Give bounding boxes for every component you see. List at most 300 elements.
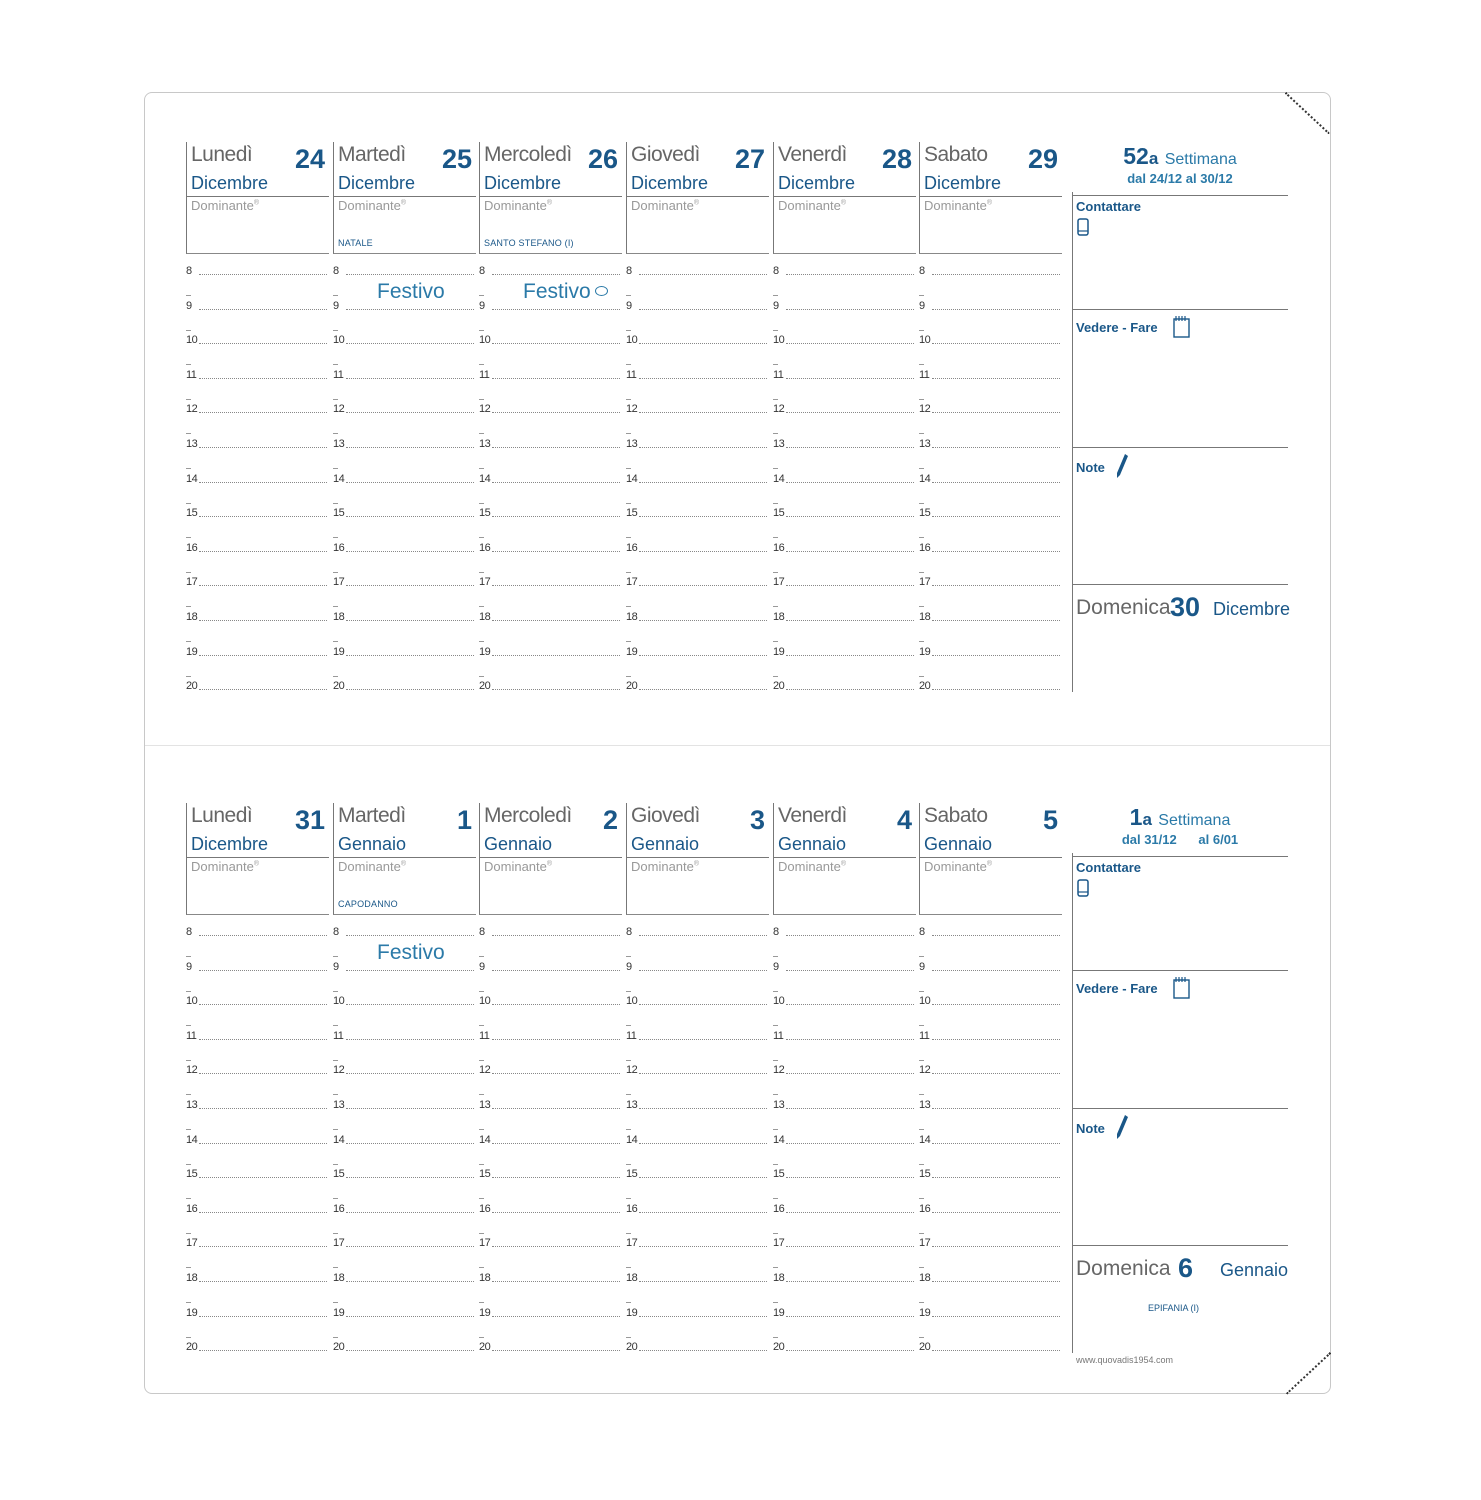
hour-row[interactable] (919, 572, 1063, 590)
hour-row[interactable] (919, 1095, 1063, 1113)
sunday-number: 6 (1178, 1253, 1194, 1283)
hour-row[interactable] (626, 1233, 770, 1251)
hour-row[interactable] (626, 572, 770, 590)
hour-row[interactable] (773, 1164, 917, 1182)
hour-row[interactable] (333, 1303, 477, 1321)
hour-row[interactable] (626, 1060, 770, 1078)
hour-row[interactable] (333, 1026, 477, 1044)
hour-row[interactable] (919, 642, 1063, 660)
hour-row[interactable] (919, 1026, 1063, 1044)
hour-row[interactable] (186, 261, 330, 279)
hour-writing-line (346, 412, 474, 413)
sidebar-divider (1072, 1245, 1288, 1246)
dominante-text: Dominante (778, 198, 841, 213)
hour-writing-line (639, 1177, 767, 1178)
hour-label: 20 (186, 1341, 198, 1354)
sunday-writing-area[interactable] (1076, 1297, 1288, 1357)
hour-writing-line (346, 516, 474, 517)
hour-row[interactable] (479, 1164, 623, 1182)
hour-row[interactable] (186, 330, 330, 348)
hour-label: 17 (773, 576, 785, 589)
hour-label: 12 (479, 1064, 491, 1077)
hour-row[interactable] (919, 676, 1063, 694)
hour-row[interactable] (626, 503, 770, 521)
hour-row[interactable] (773, 1268, 917, 1286)
day-month: Dicembre (191, 173, 269, 193)
hour-row[interactable] (479, 1268, 623, 1286)
day-header (333, 142, 476, 254)
hour-label: 14 (186, 1133, 198, 1146)
hour-row[interactable] (773, 399, 917, 417)
hour-writing-line (199, 1108, 327, 1109)
hour-label: 11 (479, 368, 490, 381)
hour-label: 19 (186, 645, 198, 658)
hour-row[interactable] (773, 1233, 917, 1251)
hour-label: 10 (919, 995, 931, 1008)
hour-row[interactable] (773, 572, 917, 590)
hour-writing-line (492, 1039, 620, 1040)
hour-row[interactable] (333, 469, 477, 487)
hour-row[interactable] (626, 991, 770, 1009)
hour-row[interactable] (626, 1303, 770, 1321)
hour-row[interactable] (333, 365, 477, 383)
hour-writing-line (346, 274, 474, 275)
hour-row[interactable] (479, 261, 623, 279)
day-header (479, 142, 622, 254)
hour-writing-line (932, 1350, 1060, 1351)
hour-row[interactable] (626, 607, 770, 625)
hour-row[interactable] (186, 365, 330, 383)
hour-label: 13 (919, 438, 931, 450)
hour-writing-line (346, 378, 474, 379)
hour-label: 14 (626, 1133, 638, 1146)
hour-row[interactable] (626, 261, 770, 279)
hour-row[interactable] (333, 1060, 477, 1078)
hour-row[interactable] (773, 922, 917, 940)
hour-row[interactable] (919, 365, 1063, 383)
hour-writing-line (492, 482, 620, 483)
hour-writing-line (492, 585, 620, 586)
hour-row[interactable] (333, 538, 477, 556)
day-number: 1 (456, 805, 472, 835)
hour-row[interactable] (626, 469, 770, 487)
hour-row[interactable] (186, 676, 330, 694)
hour-label: 20 (626, 680, 638, 693)
hour-writing-line (932, 1316, 1060, 1317)
hour-row[interactable] (333, 1095, 477, 1113)
hour-row[interactable] (186, 1164, 330, 1182)
hour-row[interactable] (186, 1303, 330, 1321)
hour-writing-line (199, 1246, 327, 1247)
hour-writing-line (786, 1281, 914, 1282)
hour-writing-line (932, 1108, 1060, 1109)
hour-label: 14 (919, 1133, 931, 1146)
hour-row[interactable] (919, 330, 1063, 348)
hour-label: 11 (626, 1029, 637, 1042)
hour-label: 8 (626, 265, 632, 277)
hour-row[interactable] (479, 1130, 623, 1148)
hour-row[interactable] (919, 1164, 1063, 1182)
hour-row[interactable] (333, 1268, 477, 1286)
hour-row[interactable] (186, 922, 330, 940)
hour-row[interactable] (626, 1130, 770, 1148)
hour-label: 13 (333, 1099, 345, 1111)
hour-label: 19 (919, 645, 931, 658)
hour-row[interactable] (919, 503, 1063, 521)
hour-row[interactable] (919, 469, 1063, 487)
hour-row[interactable] (333, 399, 477, 417)
hour-row[interactable] (773, 1026, 917, 1044)
dominante-label (484, 859, 552, 874)
hour-row[interactable] (479, 330, 623, 348)
see-do-area[interactable] (1073, 342, 1287, 442)
hour-label: 12 (333, 403, 345, 416)
hour-writing-line (786, 1212, 914, 1213)
hour-row[interactable] (919, 607, 1063, 625)
hour-row[interactable] (186, 607, 330, 625)
hour-row[interactable] (773, 1060, 917, 1078)
hour-row[interactable] (773, 469, 917, 487)
hour-row[interactable] (919, 1199, 1063, 1217)
day-name: Martedì (338, 804, 406, 827)
hour-label: 10 (479, 995, 491, 1008)
hour-writing-line (492, 1316, 620, 1317)
day-header (919, 142, 1062, 254)
hour-writing-line (492, 343, 620, 344)
hour-row[interactable] (773, 991, 917, 1009)
hour-row[interactable] (479, 676, 623, 694)
day-name: Giovedì (631, 143, 700, 166)
hour-row[interactable] (919, 922, 1063, 940)
day-column (919, 142, 1063, 702)
dominante-label (338, 198, 406, 213)
hour-row[interactable] (773, 261, 917, 279)
day-number: 26 (587, 144, 618, 174)
hour-row[interactable] (186, 572, 330, 590)
hour-writing-line (932, 620, 1060, 621)
hour-row[interactable] (479, 957, 623, 975)
hour-row[interactable] (773, 1303, 917, 1321)
dominante-text: Dominante (484, 859, 547, 874)
hour-row[interactable] (186, 296, 330, 314)
hour-label: 19 (333, 645, 345, 658)
hour-row[interactable] (186, 538, 330, 556)
hour-row[interactable] (186, 399, 330, 417)
hour-row[interactable] (333, 503, 477, 521)
hour-writing-line (932, 689, 1060, 690)
hour-writing-line (492, 447, 620, 448)
hour-label: 18 (333, 1272, 345, 1284)
hour-row[interactable] (186, 642, 330, 660)
hour-row[interactable] (773, 538, 917, 556)
contact-area[interactable] (1073, 898, 1287, 968)
hour-label: 20 (479, 680, 491, 693)
hour-writing-line (786, 1350, 914, 1351)
hour-row[interactable] (919, 1303, 1063, 1321)
hour-writing-line (199, 585, 327, 586)
hour-writing-line (346, 1073, 474, 1074)
hour-writing-line (199, 447, 327, 448)
hour-row[interactable] (333, 642, 477, 660)
hour-row[interactable] (479, 991, 623, 1009)
week-sidebar (1072, 803, 1288, 1353)
hour-row[interactable] (773, 607, 917, 625)
hour-label: 14 (186, 472, 198, 485)
hour-label: 9 (479, 960, 485, 973)
hour-row[interactable] (626, 1164, 770, 1182)
hour-row[interactable] (186, 991, 330, 1009)
hour-row[interactable] (626, 538, 770, 556)
day-header (919, 803, 1062, 915)
hour-row[interactable] (626, 1337, 770, 1355)
hour-row[interactable] (773, 1337, 917, 1355)
hour-row[interactable] (626, 434, 770, 452)
hour-row[interactable] (773, 676, 917, 694)
hour-row[interactable] (919, 1337, 1063, 1355)
hour-row[interactable] (333, 1337, 477, 1355)
hour-label: 13 (626, 438, 638, 450)
hour-label: 8 (186, 265, 192, 277)
hour-writing-line (199, 551, 327, 552)
hour-row[interactable] (626, 296, 770, 314)
hour-row[interactable] (186, 503, 330, 521)
contact-area[interactable] (1073, 237, 1287, 307)
day-month: Gennaio (484, 834, 553, 854)
hour-row[interactable] (479, 365, 623, 383)
hour-writing-line (199, 1281, 327, 1282)
hour-row[interactable] (626, 1199, 770, 1217)
hour-row[interactable] (186, 1060, 330, 1078)
hour-row[interactable] (333, 1164, 477, 1182)
hour-row[interactable] (479, 538, 623, 556)
dominante-label (924, 859, 992, 874)
hour-row[interactable] (479, 399, 623, 417)
hour-writing-line (639, 1281, 767, 1282)
hour-writing-line (492, 1246, 620, 1247)
hour-writing-line (786, 516, 914, 517)
hour-writing-line (932, 309, 1060, 310)
hour-row[interactable] (626, 642, 770, 660)
hour-label: 20 (479, 1341, 491, 1354)
day-header (626, 803, 769, 915)
hour-writing-line (346, 689, 474, 690)
hour-label: 20 (626, 1341, 638, 1354)
hour-row[interactable] (186, 1199, 330, 1217)
hour-row[interactable] (333, 676, 477, 694)
hour-row[interactable] (773, 434, 917, 452)
week-date-range: dal 24/12 al 30/12 (1127, 171, 1233, 186)
hour-row[interactable] (333, 572, 477, 590)
hour-row[interactable] (186, 469, 330, 487)
hour-row[interactable] (919, 1060, 1063, 1078)
hour-label: 14 (919, 472, 931, 485)
hour-row[interactable] (479, 1337, 623, 1355)
hour-writing-line (932, 1281, 1060, 1282)
hour-label: 16 (919, 541, 931, 554)
hour-row[interactable] (479, 503, 623, 521)
hour-label: 17 (333, 1237, 345, 1250)
hour-row[interactable] (186, 434, 330, 452)
notes-area[interactable] (1073, 482, 1287, 577)
hour-writing-line (786, 309, 914, 310)
hour-row[interactable] (626, 957, 770, 975)
hour-row[interactable] (773, 296, 917, 314)
hour-row[interactable] (773, 330, 917, 348)
hour-row[interactable] (333, 261, 477, 279)
hour-row[interactable] (919, 957, 1063, 975)
hour-label: 18 (773, 611, 785, 623)
hour-label: 19 (479, 645, 491, 658)
hour-label: 18 (919, 1272, 931, 1284)
hour-row[interactable] (919, 538, 1063, 556)
hour-row[interactable] (479, 434, 623, 452)
hour-row[interactable] (186, 1130, 330, 1148)
hour-writing-line (346, 482, 474, 483)
day-number: 3 (749, 805, 765, 835)
hour-writing-line (199, 655, 327, 656)
hour-label: 13 (773, 438, 785, 450)
hour-label: 19 (186, 1306, 198, 1319)
hour-row[interactable] (333, 1130, 477, 1148)
hour-row[interactable] (333, 330, 477, 348)
hour-writing-line (492, 274, 620, 275)
hour-label: 13 (186, 1099, 198, 1111)
week-label: Settimana (1164, 151, 1237, 168)
hour-label: 12 (186, 1064, 198, 1077)
hour-row[interactable] (479, 572, 623, 590)
page-fold-line (145, 745, 1330, 746)
week-date-range: dal 31/12 al 6/01 (1121, 832, 1239, 847)
week-sidebar (1072, 142, 1291, 692)
festivo-text: Festivo (377, 280, 445, 303)
day-name: Sabato (924, 804, 988, 827)
hour-row[interactable] (919, 399, 1063, 417)
hour-row[interactable] (186, 1233, 330, 1251)
hour-row[interactable] (919, 1233, 1063, 1251)
hour-row[interactable] (333, 991, 477, 1009)
dominante-text: Dominante (191, 859, 254, 874)
hour-row[interactable] (626, 676, 770, 694)
day-header-divider (920, 196, 1062, 197)
hour-writing-line (346, 447, 474, 448)
day-month: Gennaio (338, 834, 407, 854)
hour-row[interactable] (186, 1337, 330, 1355)
hour-row[interactable] (479, 1199, 623, 1217)
hour-label: 11 (773, 368, 784, 381)
dominante-label (631, 859, 699, 874)
hour-row[interactable] (773, 1130, 917, 1148)
hour-writing-line (932, 970, 1060, 971)
hour-row[interactable] (626, 399, 770, 417)
hour-row[interactable] (479, 922, 623, 940)
notes-area[interactable] (1073, 1143, 1287, 1238)
day-name: Sabato (924, 143, 988, 166)
hour-row[interactable] (626, 1268, 770, 1286)
hour-writing-line (786, 1039, 914, 1040)
registered-mark: ® (693, 199, 700, 207)
hour-row[interactable] (479, 1026, 623, 1044)
hour-row[interactable] (333, 434, 477, 452)
hour-row[interactable] (773, 503, 917, 521)
hour-row[interactable] (773, 957, 917, 975)
hour-writing-line (346, 585, 474, 586)
hour-writing-line (786, 343, 914, 344)
hour-row[interactable] (626, 1095, 770, 1113)
sunday-number: 30 (1170, 592, 1201, 622)
day-name: Lunedì (191, 143, 253, 166)
hour-row[interactable] (919, 434, 1063, 452)
hour-row[interactable] (333, 1233, 477, 1251)
hour-writing-line (199, 516, 327, 517)
hour-row[interactable] (773, 1199, 917, 1217)
hour-writing-line (346, 343, 474, 344)
hour-writing-line (786, 1004, 914, 1005)
hour-row[interactable] (919, 991, 1063, 1009)
hour-label: 16 (333, 541, 345, 554)
hour-writing-line (639, 1350, 767, 1351)
hour-row[interactable] (479, 1060, 623, 1078)
notepad-icon (1172, 315, 1192, 344)
hour-row[interactable] (773, 365, 917, 383)
sidebar-divider (1072, 856, 1288, 857)
hour-row[interactable] (479, 1303, 623, 1321)
hour-row[interactable] (186, 1026, 330, 1044)
hour-row[interactable] (919, 296, 1063, 314)
hour-row[interactable] (773, 642, 917, 660)
see-do-area[interactable] (1073, 1003, 1287, 1103)
hour-label: 16 (773, 1202, 785, 1215)
hour-row[interactable] (919, 1268, 1063, 1286)
hour-row[interactable] (919, 261, 1063, 279)
hour-label: 19 (773, 1306, 785, 1319)
hour-writing-line (639, 689, 767, 690)
hour-row[interactable] (186, 957, 330, 975)
hour-row[interactable] (626, 1026, 770, 1044)
hour-label: 12 (773, 1064, 785, 1077)
hour-row[interactable] (333, 1199, 477, 1217)
hour-row[interactable] (479, 642, 623, 660)
hour-row[interactable] (479, 469, 623, 487)
hour-writing-line (786, 1246, 914, 1247)
hour-row[interactable] (919, 1130, 1063, 1148)
hour-label: 16 (333, 1202, 345, 1215)
hour-row[interactable] (333, 922, 477, 940)
hour-writing-line (492, 1350, 620, 1351)
hour-label: 17 (479, 1237, 491, 1250)
hour-row[interactable] (333, 607, 477, 625)
sunday-writing-area[interactable] (1076, 636, 1288, 696)
day-header-divider (627, 196, 769, 197)
day-number: 24 (294, 144, 325, 174)
hour-row[interactable] (479, 1095, 623, 1113)
hour-row[interactable] (186, 1268, 330, 1286)
holiday-label: CAPODANNO (338, 899, 398, 909)
hour-label: 17 (626, 576, 638, 589)
hour-row[interactable] (186, 1095, 330, 1113)
day-header-divider (774, 196, 916, 197)
hour-label: 12 (186, 403, 198, 416)
hour-row[interactable] (479, 607, 623, 625)
hour-label: 8 (919, 265, 925, 277)
hour-row[interactable] (626, 365, 770, 383)
hour-row[interactable] (773, 1095, 917, 1113)
hour-label: 16 (186, 541, 198, 554)
hour-writing-line (639, 1108, 767, 1109)
day-header-divider (480, 857, 622, 858)
hour-row[interactable] (626, 330, 770, 348)
hour-row[interactable] (626, 922, 770, 940)
hour-row[interactable] (479, 1233, 623, 1251)
